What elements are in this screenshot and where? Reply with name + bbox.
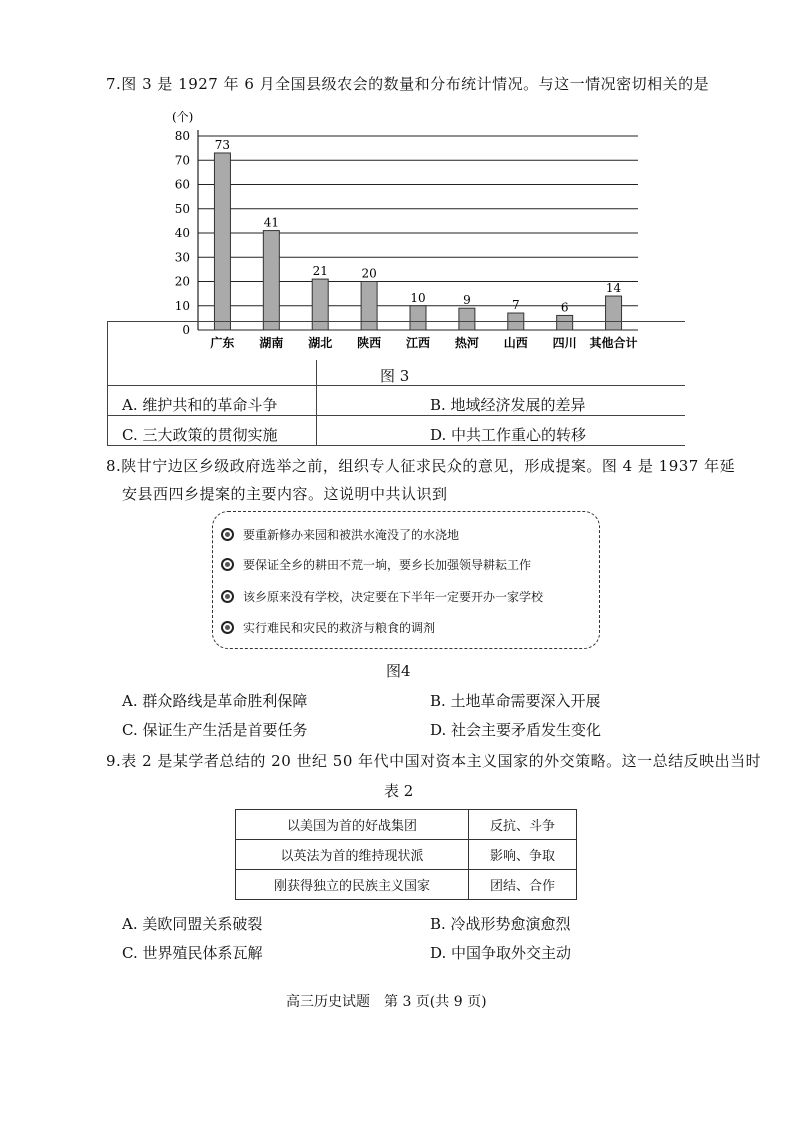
- options-grid-divider: [316, 360, 317, 445]
- q9-option-b[interactable]: B. 冷战形势愈演愈烈: [430, 915, 571, 933]
- x-category-label: 湖北: [308, 336, 333, 350]
- question-9-stem: 9.表 2 是某学者总结的 20 世纪 50 年代中国对资本主义国家的外交策略。这一总结反映出当时: [106, 752, 762, 770]
- bar: [557, 315, 573, 330]
- q8-option-a[interactable]: A. 群众路线是革命胜利保障: [122, 692, 308, 710]
- q8-option-c[interactable]: C. 保证生产生活是首要任务: [122, 721, 308, 739]
- bar: [214, 153, 230, 330]
- y-tick-label: 80: [174, 129, 190, 143]
- proposal-item-text: 该乡原来没有学校，决定要在下半年一定要开办一家学校: [243, 590, 544, 604]
- x-category-label: 湖南: [259, 336, 284, 350]
- q9-option-d[interactable]: D. 中国争取外交主动: [430, 944, 572, 962]
- y-tick-label: 0: [182, 323, 190, 337]
- table-cell: 以英法为首的维持现状派: [236, 840, 469, 870]
- x-category-label: 四川: [552, 336, 577, 350]
- bar-value-label: 14: [605, 281, 622, 296]
- proposal-item: [229, 619, 435, 636]
- bar-value-label: 41: [263, 215, 279, 230]
- x-category-label: 热河: [454, 336, 479, 350]
- y-tick-label: 40: [174, 226, 190, 240]
- table-cell: 反抗、斗争: [469, 810, 577, 840]
- y-tick-label: 20: [174, 274, 190, 289]
- y-tick-label: 10: [174, 298, 190, 313]
- bar: [606, 296, 622, 330]
- figure-4-proposal-box: [212, 511, 600, 649]
- q7-option-c[interactable]: C. 三大政策的贯彻实施: [122, 426, 278, 444]
- bar-value-label: 21: [312, 264, 328, 279]
- proposal-item: [229, 556, 531, 573]
- table-2: [235, 809, 577, 900]
- bar-value-label: 7: [511, 298, 520, 313]
- options-grid-row-line-3: [107, 445, 685, 446]
- proposal-item-text: 实行难民和灾民的救济与粮食的调剂: [243, 621, 436, 635]
- x-category-label: 陕西: [357, 336, 382, 350]
- figure-3-caption: 图 3: [380, 367, 410, 385]
- circle-bullet-icon: [221, 558, 234, 571]
- circle-bullet-icon: [221, 590, 234, 603]
- question-8-stem-line-2: 安县西四乡提案的主要内容。这说明中共认识到: [122, 485, 448, 503]
- y-tick-label: 70: [174, 153, 190, 168]
- options-grid-left-border: [107, 321, 108, 445]
- table-row: [236, 840, 577, 870]
- y-axis-unit: (个): [172, 110, 194, 124]
- x-category-label: 其他合计: [589, 336, 638, 350]
- options-grid-top-border: [107, 321, 685, 322]
- y-tick-label: 60: [174, 177, 190, 192]
- x-category-label: 广东: [210, 336, 235, 350]
- bar: [459, 308, 475, 330]
- y-tick-label: 30: [174, 250, 190, 265]
- bar: [361, 282, 377, 331]
- bar-value-label: 9: [463, 293, 471, 308]
- bar-value-label: 10: [410, 290, 426, 305]
- bar-value-label: 6: [560, 300, 569, 315]
- proposal-item: [229, 526, 459, 543]
- q7-option-d[interactable]: D. 中共工作重心的转移: [430, 426, 587, 444]
- page-footer: 高三历史试题 第 3 页(共 9 页): [286, 994, 487, 1010]
- q8-option-d[interactable]: D. 社会主要矛盾发生变化: [430, 721, 602, 739]
- proposal-item: [229, 588, 543, 605]
- bar: [312, 279, 328, 330]
- q7-option-a[interactable]: A. 维护共和的革命斗争: [122, 396, 278, 414]
- y-tick-label: 50: [174, 201, 190, 216]
- question-7-stem: 7.图 3 是 1927 年 6 月全国县级农会的数量和分布统计情况。与这一情况密切相关的是: [106, 75, 710, 93]
- circle-bullet-icon: [221, 621, 234, 634]
- table-2-title: 表 2: [384, 782, 414, 800]
- proposal-item-text: 要保证全乡的耕田不荒一垧，要乡长加强领导耕耘工作: [243, 558, 532, 572]
- x-category-label: 山西: [503, 336, 528, 350]
- table-cell: 以美国为首的好战集团: [236, 810, 469, 840]
- bar: [263, 231, 279, 330]
- x-category-label: 江西: [405, 336, 431, 350]
- q9-option-a[interactable]: A. 美欧同盟关系破裂: [122, 915, 263, 933]
- table-cell: 刚获得独立的民族主义国家: [236, 870, 469, 900]
- figure-4-caption: 图4: [386, 662, 411, 680]
- q8-option-b[interactable]: B. 土地革命需要深入开展: [430, 692, 601, 710]
- bar: [410, 306, 426, 330]
- bar-value-label: 73: [214, 137, 231, 152]
- q7-option-b[interactable]: B. 地域经济发展的差异: [430, 396, 586, 414]
- options-grid-row-line-2: [107, 415, 685, 416]
- question-8-stem-line-1: 8.陕甘宁边区乡级政府选举之前，组织专人征求民众的意见，形成提案。图 4 是 1937 年延: [106, 457, 736, 475]
- table-row: [236, 870, 577, 900]
- proposal-item-text: 要重新修办来园和被洪水淹没了的水浇地: [243, 528, 460, 542]
- bar-value-label: 20: [361, 266, 377, 281]
- table-cell: 团结、合作: [469, 870, 577, 900]
- table-row: [236, 810, 577, 840]
- q9-option-c[interactable]: C. 世界殖民体系瓦解: [122, 944, 263, 962]
- circle-bullet-icon: [221, 528, 234, 541]
- table-cell: 影响、争取: [469, 840, 577, 870]
